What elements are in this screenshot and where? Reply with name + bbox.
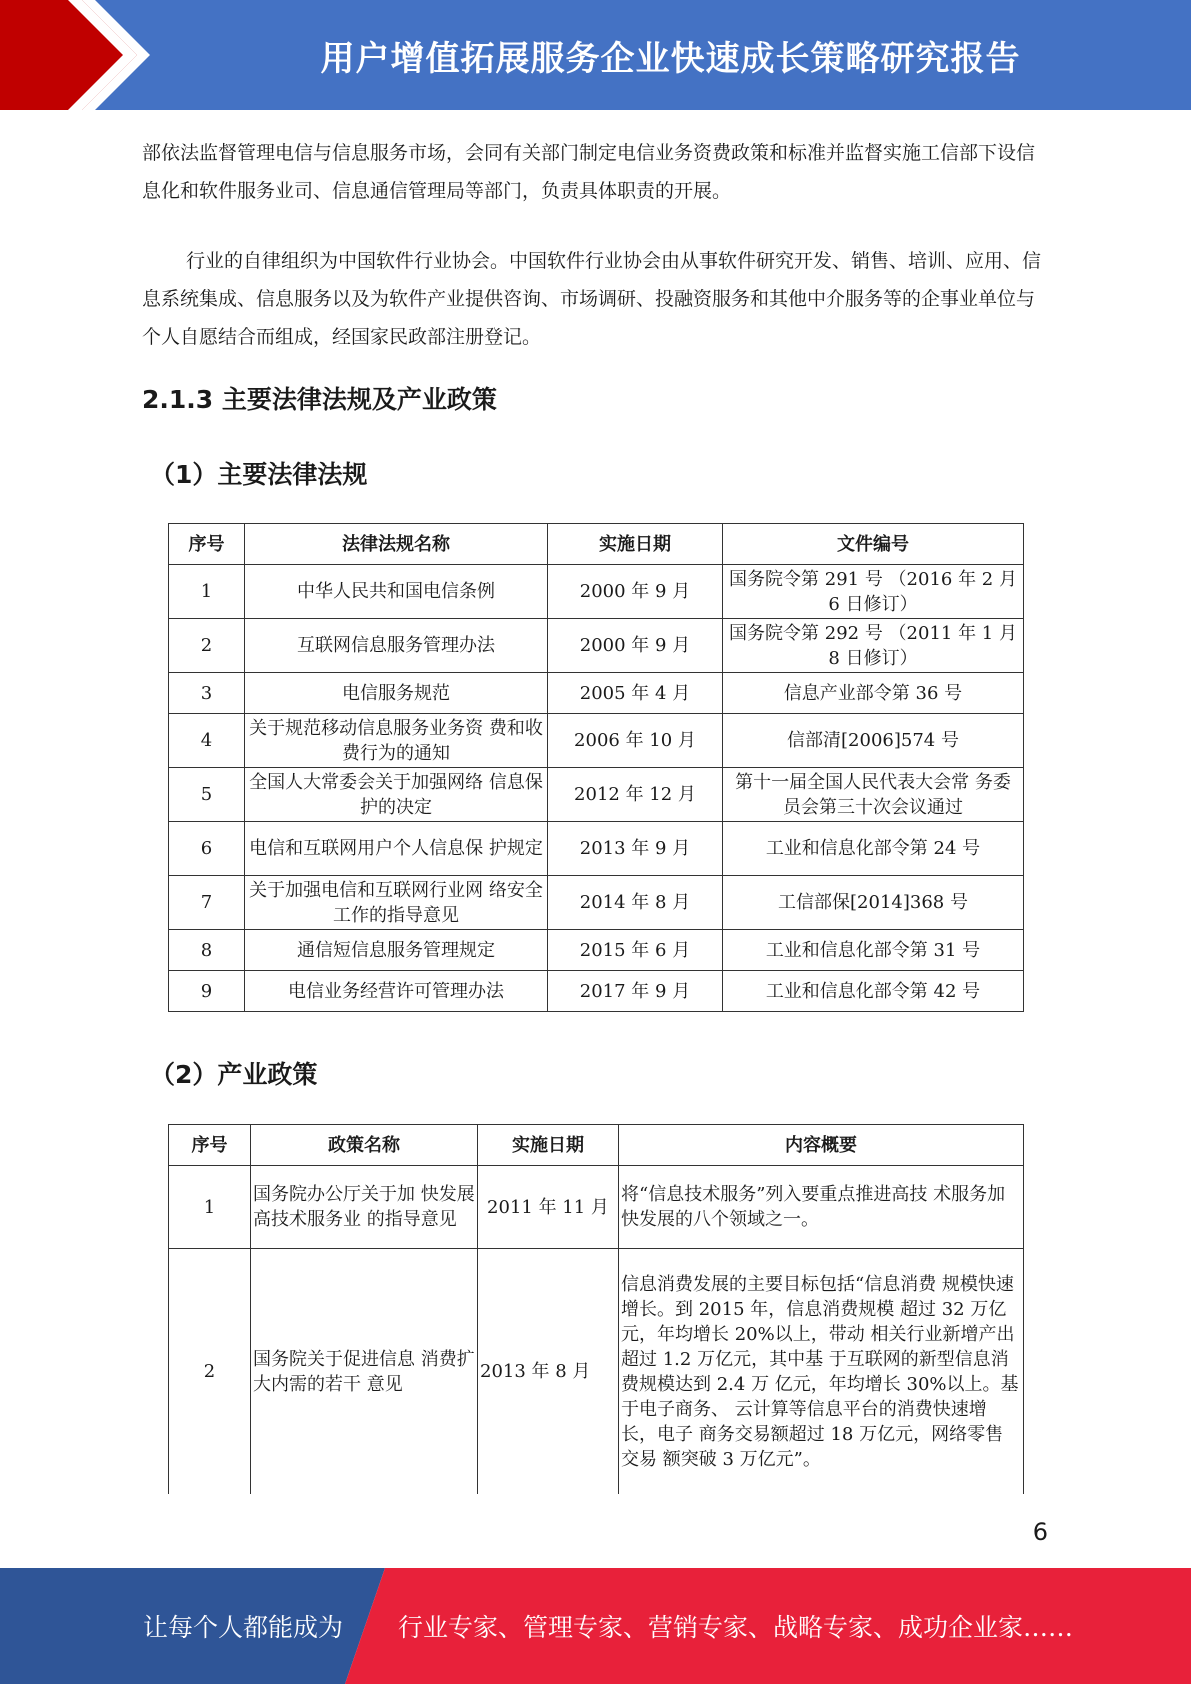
cell-doc-number: 第十一届全国人民代表大会常 务委员会第三十次会议通过 <box>723 768 1024 822</box>
cell-doc-number: 信部清[2006]574 号 <box>723 714 1024 768</box>
col-header-index: 序号 <box>169 1125 251 1166</box>
cell-doc-number: 信息产业部令第 36 号 <box>723 673 1024 714</box>
footer-slogan-left: 让每个人都能成为 <box>143 1613 344 1642</box>
report-title: 用户增值拓展服务企业快速成长策略研究报告 <box>320 38 1021 79</box>
cell-date: 2000 年 9 月 <box>548 565 723 619</box>
body-paragraph-1: 部依法监督管理电信与信息服务市场，会同有关部门制定电信业务资费政策和标准并监督实施工信部下设信息化和软件服务业司、信息通信管理局等部门，负责具体职责的开展。 <box>142 142 1036 202</box>
cell-name: 电信业务经营许可管理办法 <box>245 971 548 1012</box>
cell-index: 6 <box>169 822 245 876</box>
table-row <box>169 822 1024 876</box>
table-row <box>169 768 1024 822</box>
table-row <box>169 673 1024 714</box>
section-heading: 2.1.3 主要法律法规及产业政策 <box>142 385 497 414</box>
cell-doc-number: 工信部保[2014]368 号 <box>723 876 1024 930</box>
cell-doc-number: 工业和信息化部令第 31 号 <box>723 930 1024 971</box>
cell-index: 1 <box>169 565 245 619</box>
cell-name: 电信服务规范 <box>245 673 548 714</box>
cell-date: 2012 年 12 月 <box>548 768 723 822</box>
cell-summary: 将“信息技术服务”列入要重点推进高技 术服务加快发展的八个领域之一。 <box>619 1166 1024 1249</box>
body-paragraph-2: 行业的自律组织为中国软件行业协会。中国软件行业协会由从事软件研究开发、销售、培训、应用、信息系统集成、信息服务以及为软件产业提供咨询、市场调研、投融资服务和其他中介服务等的企事业单位与个人自愿结合而组成，经国家民政部注册登记。 <box>142 250 1042 348</box>
col-header-policy-name: 政策名称 <box>251 1125 478 1166</box>
cell-doc-number: 工业和信息化部令第 42 号 <box>723 971 1024 1012</box>
cell-date: 2017 年 9 月 <box>548 971 723 1012</box>
table-row <box>169 971 1024 1012</box>
cell-doc-number: 国务院令第 291 号 （2016 年 2 月 6 日修订） <box>723 565 1024 619</box>
cell-index: 7 <box>169 876 245 930</box>
cell-index: 1 <box>169 1166 251 1249</box>
footer-slogan-right: 行业专家、管理专家、营销专家、战略专家、成功企业家…… <box>398 1613 1074 1642</box>
table-row <box>169 930 1024 971</box>
col-header-index: 序号 <box>169 524 245 565</box>
table-row <box>169 876 1024 930</box>
col-header-doc-number: 文件编号 <box>723 524 1024 565</box>
cell-date: 2000 年 9 月 <box>548 619 723 673</box>
page-header <box>0 0 1191 110</box>
red-arrow-decoration <box>0 0 160 110</box>
table-row <box>169 714 1024 768</box>
cell-date: 2013 年 8 月 <box>478 1249 619 1495</box>
cell-name: 互联网信息服务管理办法 <box>245 619 548 673</box>
cell-policy-name: 国务院办公厅关于加 快发展高技术服务业 的指导意见 <box>251 1166 478 1249</box>
cell-index: 5 <box>169 768 245 822</box>
cell-date: 2014 年 8 月 <box>548 876 723 930</box>
laws-table <box>168 523 1024 1012</box>
page-footer <box>0 1568 1191 1684</box>
cell-date: 2013 年 9 月 <box>548 822 723 876</box>
page-number: 6 <box>1032 1518 1048 1546</box>
col-header-date: 实施日期 <box>548 524 723 565</box>
cell-name: 关于规范移动信息服务业务资 费和收费行为的通知 <box>245 714 548 768</box>
policies-table <box>168 1124 1024 1494</box>
table-row <box>169 1166 1024 1249</box>
cell-date: 2015 年 6 月 <box>548 930 723 971</box>
cell-index: 2 <box>169 1249 251 1495</box>
cell-name: 电信和互联网用户个人信息保 护规定 <box>245 822 548 876</box>
cell-doc-number: 工业和信息化部令第 24 号 <box>723 822 1024 876</box>
cell-policy-name: 国务院关于促进信息 消费扩大内需的若干 意见 <box>251 1249 478 1495</box>
cell-date: 2005 年 4 月 <box>548 673 723 714</box>
cell-name: 通信短信息服务管理规定 <box>245 930 548 971</box>
cell-name: 全国人大常委会关于加强网络 信息保护的决定 <box>245 768 548 822</box>
cell-index: 9 <box>169 971 245 1012</box>
table-row <box>169 565 1024 619</box>
cell-index: 4 <box>169 714 245 768</box>
sub-heading-laws: （1）主要法律法规 <box>150 460 368 489</box>
cell-index: 8 <box>169 930 245 971</box>
cell-name: 关于加强电信和互联网行业网 络安全工作的指导意见 <box>245 876 548 930</box>
col-header-summary: 内容概要 <box>619 1125 1024 1166</box>
cell-name: 中华人民共和国电信条例 <box>245 565 548 619</box>
cell-index: 2 <box>169 619 245 673</box>
table-row <box>169 1249 1024 1495</box>
table-header-row <box>169 1125 1024 1166</box>
table-row <box>169 619 1024 673</box>
sub-heading-policies: （2）产业政策 <box>150 1060 318 1089</box>
cell-summary: 信息消费发展的主要目标包括“信息消费 规模快速增长。到 2015 年，信息消费规模 超过 32 万亿元，年均增长 20%以上，带动 相关行业新增产出超过 1.2 万亿元，其中基 于互联网的新型信息消费规模达到 2.4 万 亿元，年均增长 30%以上。基于电子商务、 云计算等信息平台的消费快速增长，电子 商务交易额超过 18 万亿元，网络零售交易 额突破 3 万亿元”。 <box>619 1249 1024 1495</box>
cell-date: 2011 年 11 月 <box>478 1166 619 1249</box>
cell-date: 2006 年 10 月 <box>548 714 723 768</box>
cell-index: 3 <box>169 673 245 714</box>
col-header-name: 法律法规名称 <box>245 524 548 565</box>
table-header-row <box>169 524 1024 565</box>
col-header-date: 实施日期 <box>478 1125 619 1166</box>
cell-doc-number: 国务院令第 292 号 （2011 年 1 月 8 日修订） <box>723 619 1024 673</box>
